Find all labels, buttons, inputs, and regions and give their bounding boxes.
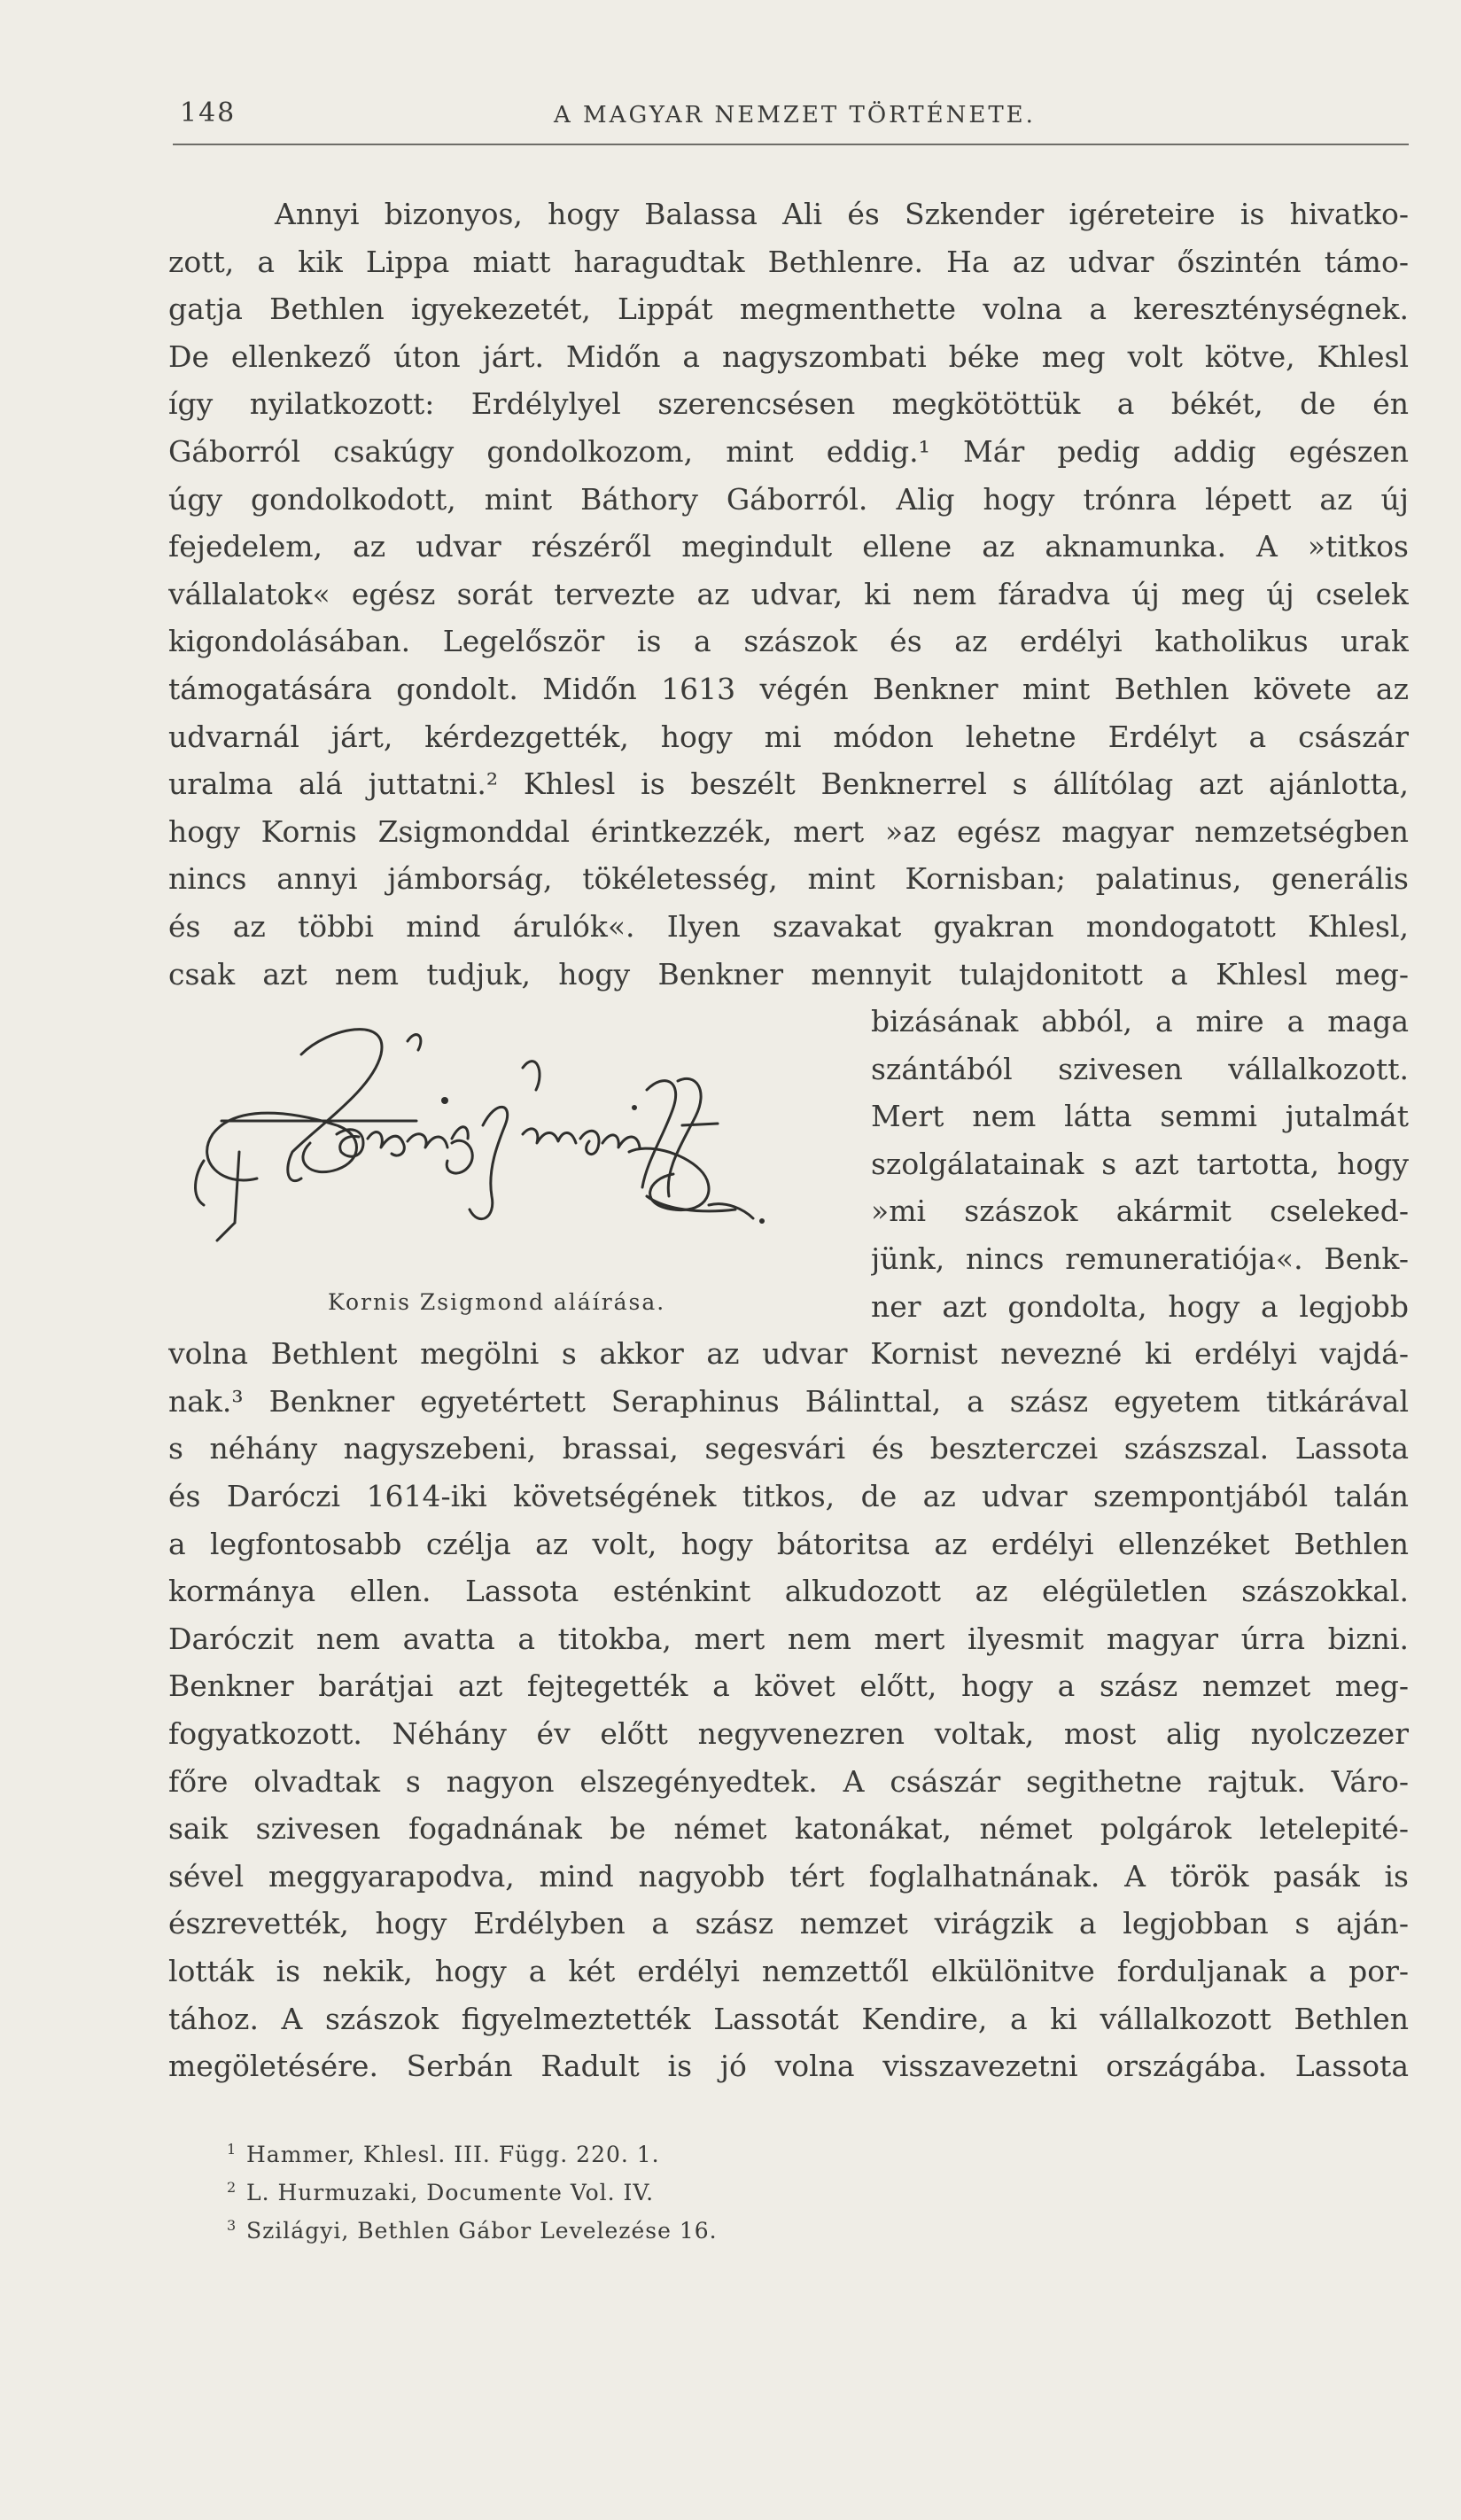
text-line: kigondolásában. Legelőször is a szászok és az erdélyi katholikus urak	[168, 624, 1409, 659]
text-line: sével meggyarapodva, mind nagyobb tért foglalhatnának. A török pasák is	[168, 1858, 1409, 1894]
text-line: Gáborról csakúgy gondolkozom, mint eddig.¹ Már pedig addig egészen	[168, 433, 1409, 469]
text-line: fogyatkozott. Néhány év előtt negyvenezren voltak, most alig nyolczezer	[168, 1716, 1409, 1751]
text-line: vállalatok« egész sorát tervezte az udvar, ki nem fáradva új meg új cselek	[168, 576, 1409, 611]
text-line: a legfontosabb czélja az volt, hogy bátoritsa az erdélyi ellenzéket Bethlen	[168, 1526, 1409, 1561]
text-line: tához. A szászok figyelmeztették Lassotát Kendire, a ki vállalkozott Bethlen	[168, 2001, 1409, 2036]
body-block-beside-figure	[871, 998, 1409, 1330]
text-line: úgy gondolkodott, mint Báthory Gáborról. Alig hogy trónra lépett az új	[168, 481, 1409, 517]
text-line: csak azt nem tudjuk, hogy Benkner mennyit tulajdonitott a Khlesl meg-	[168, 956, 1409, 992]
text-line: kormánya ellen. Lassota esténkint alkudozott az elégületlen szászokkal.	[168, 1574, 1409, 1609]
text-line: fejedelem, az udvar részéről megindult ellene az aknamunka. A »titkos	[168, 529, 1409, 564]
footnote-text: L. Hurmuzaki, Documente Vol. IV.	[246, 2180, 655, 2205]
signature-figure	[186, 1019, 886, 1338]
text-line: szolgálatainak s azt tartotta, hogy	[871, 1146, 1409, 1181]
text-line: Daróczit nem avatta a titokba, mert nem mert ilyesmit magyar úrra bizni.	[168, 1621, 1409, 1656]
text-line: udvarnál járt, kérdezgették, hogy mi módon lehetne Erdélyt a császár	[168, 719, 1409, 754]
text-line: lották is nekik, hogy a két erdélyi nemzettől elkülönitve forduljanak a por-	[168, 1953, 1409, 1988]
text-line: volna Bethlent megölni s akkor az udvar Kornist nevezné ki erdélyi vajdá-	[168, 1336, 1409, 1372]
body-block-top	[168, 191, 1409, 998]
page-number: 148	[180, 97, 237, 128]
text-line: s néhány nagyszebeni, brassai, segesvári és beszterczei szászszal. Lassota	[168, 1431, 1409, 1466]
text-line: így nyilatkozott: Erdélylyel szerencsésen megkötöttük a békét, de én	[168, 386, 1409, 422]
body-block-bottom	[168, 1330, 1409, 2090]
text-line: »mi szászok akármit cseleked-	[871, 1194, 1409, 1229]
text-line: és Daróczi 1614-iki követségének titkos, de az udvar szempontjából talán	[168, 1479, 1409, 1514]
text-line: és az többi mind árulók«. Ilyen szavakat gyakran mondogatott Khlesl,	[168, 908, 1409, 944]
text-line: hogy Kornis Zsigmonddal érintkezzék, mert »az egész magyar nemzetségben	[168, 813, 1409, 849]
text-line: uralma alá juttatni.² Khlesl is beszélt Benknerrel s állítólag azt ajánlotta,	[168, 766, 1409, 802]
figure-caption: Kornis Zsigmond aláírása.	[328, 1289, 666, 1315]
page-header	[173, 97, 1409, 151]
text-line: zott, a kik Lippa miatt haragudtak Bethlenre. Ha az udvar őszintén támo-	[168, 244, 1409, 279]
signature-image	[186, 1019, 886, 1285]
text-line: támogatására gondolt. Midőn 1613 végén Benkner mint Bethlen követe az	[168, 671, 1409, 706]
text-line: főre olvadtak s nagyon elszegényedtek. A császár segithetne rajtuk. Váro-	[168, 1763, 1409, 1799]
running-title: A MAGYAR NEMZET TÖRTÉNETE.	[554, 102, 1036, 128]
text-line: szántából szivesen vállalkozott.	[871, 1051, 1409, 1086]
header-rule	[173, 144, 1409, 145]
text-line: nincs annyi jámborság, tökéletesség, mint Kornisban; palatinus, generális	[168, 861, 1409, 897]
text-line: ner azt gondolta, hogy a legjobb	[871, 1288, 1409, 1324]
text-line: saik szivesen fogadnának be német katonákat, német polgárok letelepité-	[168, 1811, 1409, 1847]
footnote-marker: 2	[227, 2179, 237, 2196]
footnote-3	[227, 2212, 1044, 2250]
text-line: nak.³ Benkner egyetértett Seraphinus Bálinttal, a szász egyetem titkárával	[168, 1383, 1409, 1419]
text-line: észrevették, hogy Erdélyben a szász nemzet virágzik a legjobban s aján-	[168, 1906, 1409, 1941]
text-line: Annyi bizonyos, hogy Balassa Ali és Szkender igéreteire is hivatko-	[275, 197, 1409, 231]
text-line: Mert nem látta semmi jutalmát	[871, 1099, 1409, 1134]
text-line: jünk, nincs remuneratiója«. Benk-	[871, 1241, 1409, 1277]
text-line: gatja Bethlen igyekezetét, Lippát megmenthette volna a kereszténységnek.	[168, 292, 1409, 327]
text-line: Benkner barátjai azt fejtegették a követ előtt, hogy a szász nemzet meg-	[168, 1668, 1409, 1704]
footnotes	[227, 2135, 1044, 2250]
text-line: megöletésére. Serbán Radult is jó volna visszavezetni országába. Lassota	[168, 2049, 1409, 2084]
text-line: De ellenkező úton járt. Midőn a nagyszombati béke meg volt kötve, Khlesl	[168, 338, 1409, 374]
footnote-text: Szilágyi, Bethlen Gábor Levelezése 16.	[246, 2218, 718, 2244]
footnote-text: Hammer, Khlesl. III. Függ. 220. 1.	[246, 2142, 660, 2167]
footnote-marker: 3	[227, 2217, 237, 2234]
footnote-2	[227, 2174, 1044, 2212]
text-line: bizásának abból, a mire a maga	[871, 1004, 1409, 1039]
footnote-1	[227, 2135, 1044, 2174]
footnote-marker: 1	[227, 2141, 237, 2158]
